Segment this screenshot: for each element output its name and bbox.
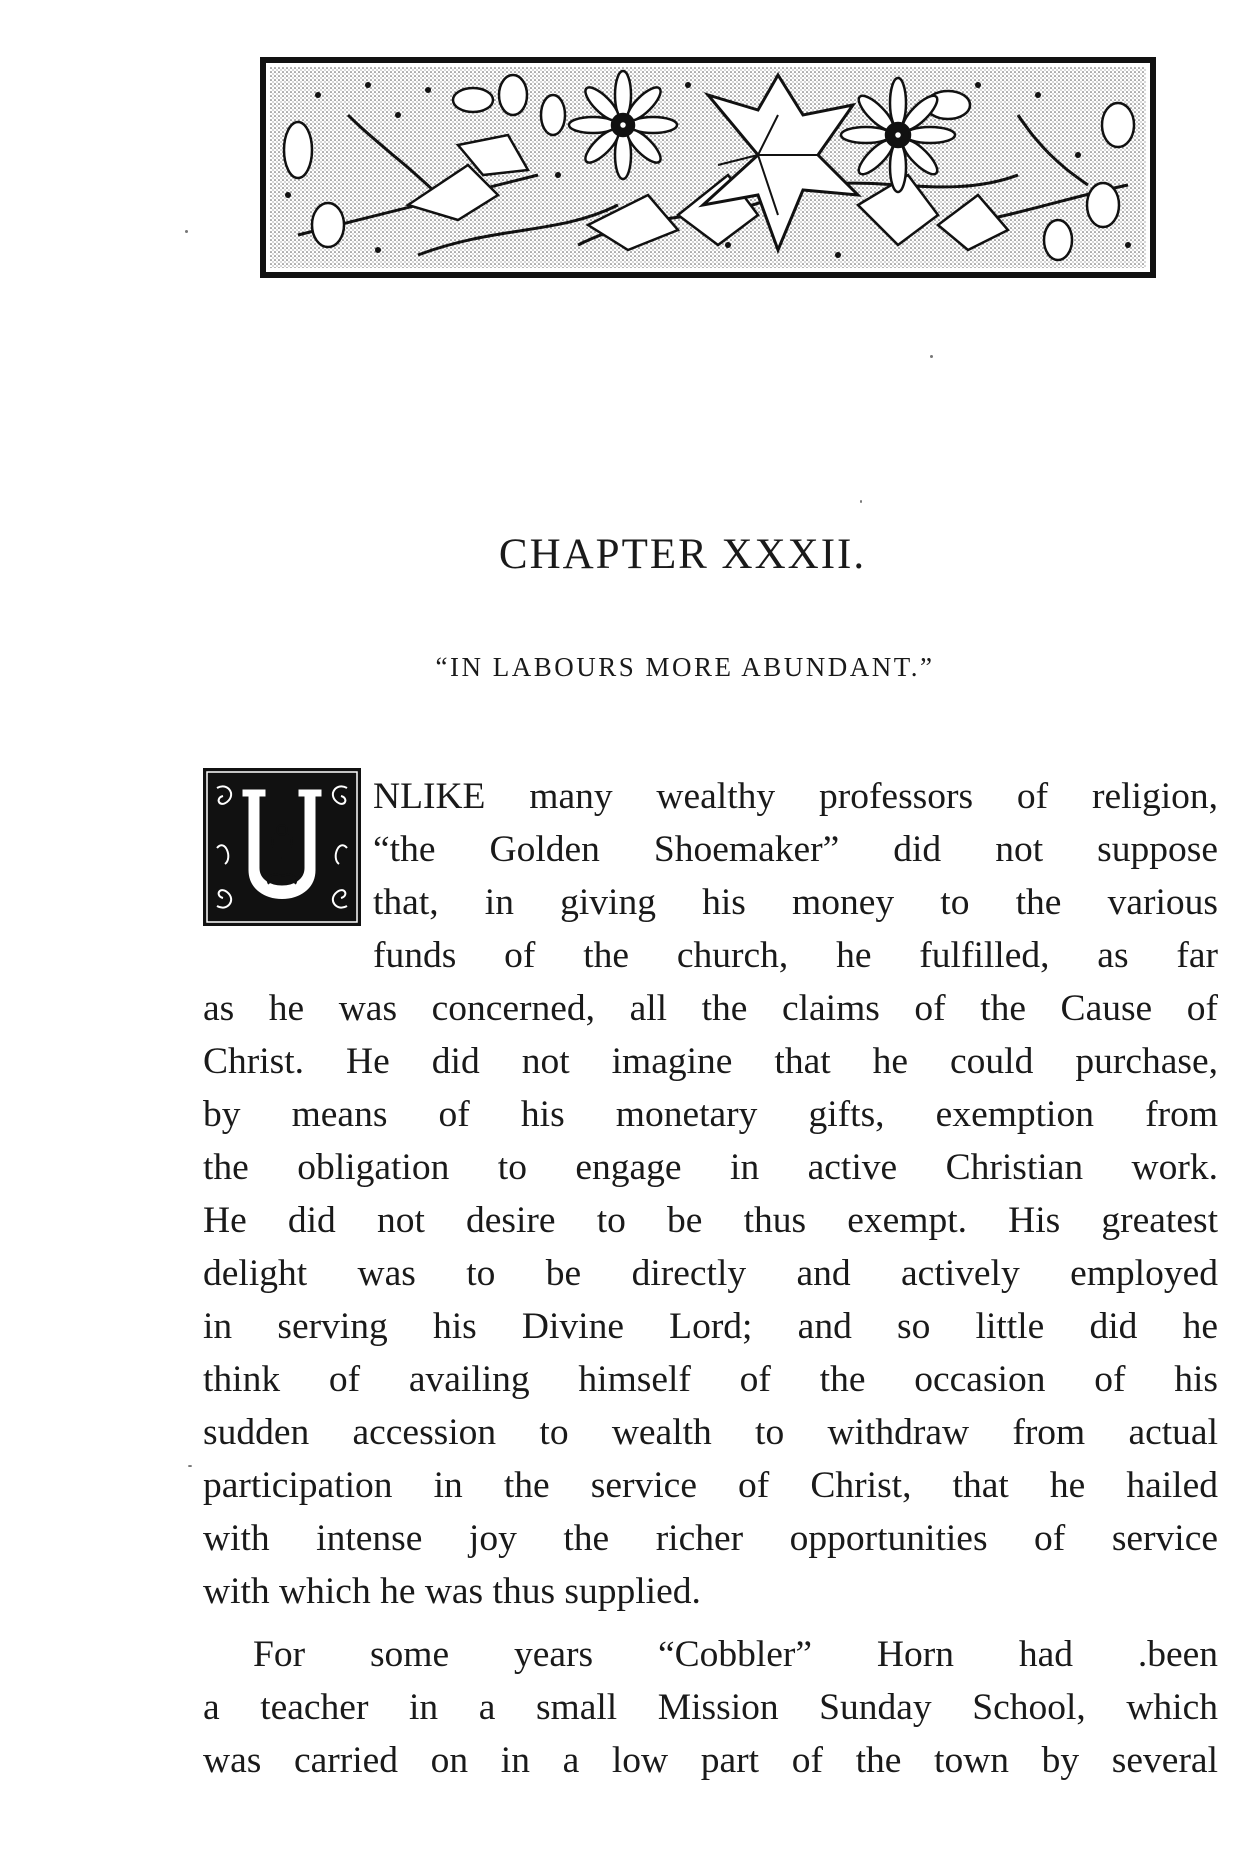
text-line: NLIKE many wealthy professors of religion, xyxy=(373,776,1218,817)
chapter-title: CHAPTER XXXII. xyxy=(498,531,867,578)
text-line: funds of the church, he fulfilled, as far xyxy=(373,935,1218,976)
scan-speck xyxy=(185,230,188,233)
text-line: by means of his monetary gifts, exemption from xyxy=(203,1094,1218,1135)
text-line: sudden accession to wealth to withdraw from actual xyxy=(203,1412,1218,1453)
chapter-subtitle: “IN LABOURS MORE ABUNDANT.” xyxy=(435,652,935,682)
scan-speck xyxy=(930,355,933,358)
scan-speck xyxy=(188,1465,192,1467)
text-line: Christ. He did not imagine that he could purchase, xyxy=(203,1041,1218,1082)
text-line: as he was concerned, all the claims of the Cause of xyxy=(203,988,1218,1029)
text-line: with which he was thus supplied. xyxy=(203,1571,701,1612)
text-line: in serving his Divine Lord; and so little did he xyxy=(203,1306,1218,1347)
text-line: with intense joy the richer opportunities of service xyxy=(203,1518,1218,1559)
text-line: that, in giving his money to the various xyxy=(373,882,1218,923)
text-line: He did not desire to be thus exempt. His greatest xyxy=(203,1200,1218,1241)
scan-speck xyxy=(860,500,862,503)
text-line: the obligation to engage in active Christian work. xyxy=(203,1147,1218,1188)
text-line: participation in the service of Christ, that he hailed xyxy=(203,1465,1218,1506)
text-line: For some years “Cobbler” Horn had .been xyxy=(253,1634,1218,1675)
chapter-body-text xyxy=(203,770,1218,1787)
text-line: think of availing himself of the occasion of his xyxy=(203,1359,1218,1400)
text-line: a teacher in a small Mission Sunday School, which xyxy=(203,1687,1218,1728)
text-line: “the Golden Shoemaker” did not suppose xyxy=(373,829,1218,870)
text-line: delight was to be directly and actively employed xyxy=(203,1253,1218,1294)
floral-headpiece-ornament xyxy=(258,55,1158,280)
text-line: was carried on in a low part of the town by several xyxy=(203,1740,1218,1781)
